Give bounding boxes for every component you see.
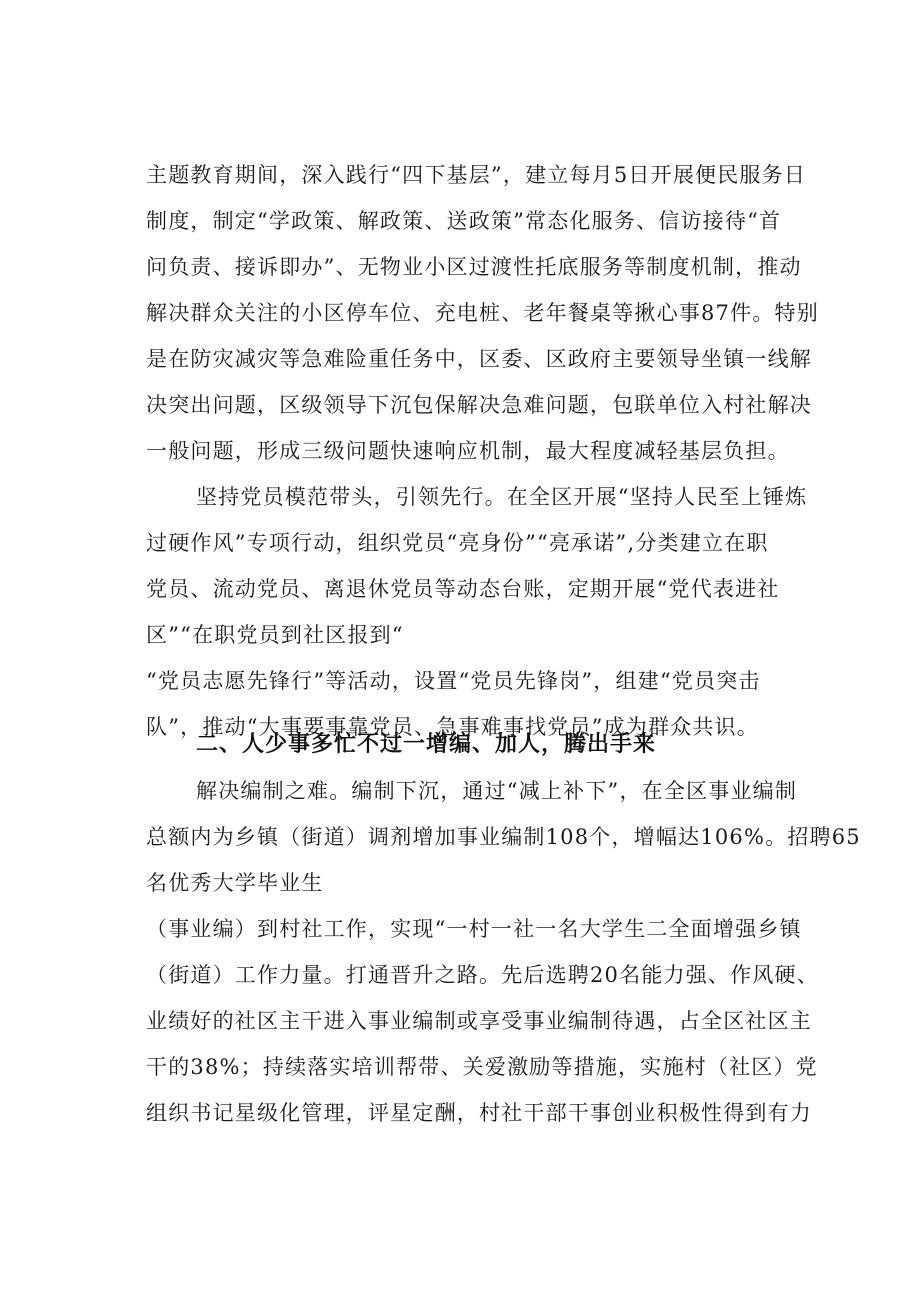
text-line: （街道）工作力量。打通晋升之路。先后选聘20名能力强、作风硬、 [146, 963, 819, 987]
text-line: 一般问题，形成三级问题快速响应机制，最大程度减轻基层负担。 [146, 439, 790, 463]
section-heading: 二、人少事多忙不过一增编、加人，腾出手来 [196, 732, 657, 757]
text-line: 组织书记星级化管理，评星定酬，村社干部干事创业积极性得到有力 [146, 1101, 812, 1125]
text-line: 问负责、接诉即办”、无物业小区过渡性托底服务等制度机制，推动 [146, 255, 802, 279]
text-line: （事业编）到村社工作，实现“一村一社一名大学生二全面增强乡镇 [146, 917, 802, 941]
text-line: 是在防灾减灾等急难险重任务中，区委、区政府主要领导坐镇一线解 [146, 347, 812, 371]
text-line: 党员、流动党员、离退休党员等动态台账，定期开展“党代表进社 [146, 577, 780, 601]
text-line: 坚持党员模范带头，引领先行。在全区开展“坚持人民至上锤炼 [196, 485, 808, 509]
text-line: 总额内为乡镇（街道）调剂增加事业编制108个，增幅达106%。招聘65 [146, 825, 861, 849]
text-line: 决突出问题，区级领导下沉包保解决急难问题，包联单位入村社解决 [146, 393, 812, 417]
text-line: 制度，制定“学政策、解政策、送政策”常态化服务、信访接待“首 [146, 209, 782, 233]
text-line: “党员志愿先锋行”等活动，设置“党员先锋岗”，组建“党员突击 [146, 669, 761, 693]
text-line: 队”，推动“大事要事靠党员、急事难事找党员”成为群众共识。 [146, 715, 760, 739]
text-line: 过硬作风”专项行动，组织党员“亮身份”“亮承诺”,分类建立在职 [146, 531, 769, 555]
text-line: 业绩好的社区主干进入事业编制或享受事业编制待遇，占全区社区主 [146, 1009, 812, 1033]
text-line: 解决编制之难。编制下沉，通过“减上补下”，在全区事业编制 [196, 779, 798, 803]
text-line: 名优秀大学毕业生 [146, 871, 324, 895]
text-line: 主题教育期间，深入践行“四下基层”，建立每月5日开展便民服务日 [146, 163, 807, 187]
text-line: 区”“在职党员到社区报到“ [146, 623, 404, 647]
text-line: 解决群众关注的小区停车位、充电桩、老年餐桌等揪心事87件。特别 [146, 301, 819, 325]
text-line: 干的38%；持续落实培训帮带、关爱激励等措施，实施村（社区）党 [146, 1055, 818, 1079]
